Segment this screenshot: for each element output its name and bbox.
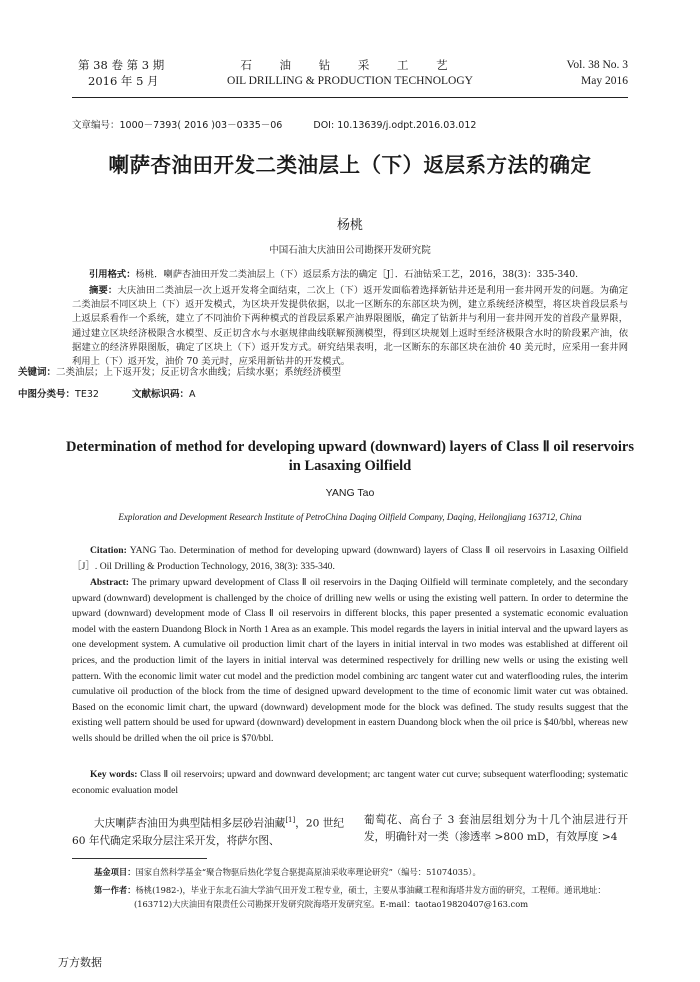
citation-cn-label: 引用格式： xyxy=(89,269,136,280)
affiliation-cn: 中国石油大庆油田公司勘探开发研究院 xyxy=(269,245,431,256)
page-title-cn: 喇萨杏油田开发二类油层上（下）返层系方法的确定 xyxy=(108,153,592,177)
fund-label: 基金项目： xyxy=(94,867,136,877)
body-column-right xyxy=(364,812,628,846)
clc-label: 中图分类号： xyxy=(18,389,76,400)
first-author-text-cont: (163712)大庆油田有限责任公司勘探开发研究院海塔开发研究室。E-mail：taotao19820407@163.com xyxy=(134,898,529,909)
header-center xyxy=(160,57,540,89)
keywords-cn-text: 二类油层；上下返开发；反正切含水曲线；后续水驱；系统经济模型 xyxy=(56,367,342,378)
article-meta xyxy=(72,117,476,131)
doi[interactable]: DOI: 10.13639/j.odpt.2016.03.012 xyxy=(313,120,477,131)
watermark: 万方数据 xyxy=(58,956,102,969)
body-left-text: 大庆喇萨杏油田为典型陆相多层砂岩油藏 xyxy=(94,817,286,830)
first-author-text: 杨桃(1982-)，毕业于东北石油大学油气田开发工程专业，硕士，主要从事油藏工程和海塔井发方面的研究，工程师。通讯地址： xyxy=(135,885,606,895)
footnote-rule xyxy=(72,858,207,859)
header-left xyxy=(78,57,164,89)
abstract-en-text: The primary upward development of Class Ⅱ oil reservoirs in the Daqing Oilfield will terminate completely, and the secondary upward (downward) development is challenged by the choice of drilling new wells or using the existing well pattern. In order to determine the upward (downward) development mode of Class Ⅱ oil reservoirs in different blocks, this paper presented a systematic economic evaluation model with the eastern Duandong Block in North 1 Area as an example. This model regards the layers in initial interval and the upward layers as one development system. A cumulative oil production limit chart of the layers in initial interval in two modes was established at different oil prices, and the production limit of the layers in initial interval was determined respectively for drilling new wells or using the existing well pattern. With the economic limit water cut model and the prediction model combining arc tangent water cut and waterflooding rules, the interim cumulative oil production of the block from the time of designed upward development to the time of economic limit water cut was obtained. Based on the economic limit chart, the upward (downward) development mode for the block was defined. The study results suggest that the existing well pattern should be used for upward (downward) development in eastern Duandong block when the oil price is $40/bbl, whereas new wells should be drilled when the oil price is $70/bbl. xyxy=(72,577,628,744)
keywords-en-label: Key words: xyxy=(90,769,138,780)
citation-en-text: YANG Tao. Determination of method for developing upward (downward) layers of Class Ⅱ oil reservoirs in Lasaxing Oilfield［J］. Oil Drilling & Production Technology, 2016, 38(3): 335-340. xyxy=(72,545,628,572)
volume-cn: 第 38 卷 第 3 期 xyxy=(78,58,165,72)
header-right xyxy=(567,57,628,89)
first-author-label: 第一作者： xyxy=(94,885,136,895)
keywords-en xyxy=(72,767,628,798)
keywords-cn xyxy=(0,364,341,378)
header-rule xyxy=(72,97,628,98)
journal-name-cn: 石 油 钻 采 工 艺 xyxy=(240,58,460,72)
abstract-cn-text: 大庆油田二类油层一次上返开发将全面结束，二次上（下）返开发面临着选择新钻井还是利用一套井网开发的问题。为确定二类油层不同区块上（下）返开发模式，为区块开发提供依据，以北一区断东的东部区块为例，建立系统经济模型，将区块首段层系与上返层系看作一个系统，建立了不同油价下两种模式的首段层系累产油界限图版，确定了钻新井与利用一套井网开发的首段产量界限，通过建立区块经济极限含水模型、反正切含水与水驱规律曲线联解预测模型，得到区块规划上返时至经济极限含水时的阶段累产油，依据建立的经济界限图版，确定了区块上（下）返开发方式。研究结果表明，北一区断东的东部区块在油价 40 美元时，应采用一套井网利用上（下）返开发，油价 70 美元时，应采用新钻井的开发模式。 xyxy=(72,285,628,368)
footnote-author xyxy=(72,884,628,911)
keywords-cn-label: 关键词： xyxy=(18,367,57,378)
reference-link[interactable]: [1] xyxy=(285,816,296,824)
abstract-cn-label: 摘要： xyxy=(89,285,118,296)
footnote-fund xyxy=(72,866,628,880)
clc-value: TE32 xyxy=(75,389,99,400)
doc-code-label: 文献标识码： xyxy=(131,389,189,400)
fund-text: 国家自然科学基金“聚合物驱后热化学复合驱提高原油采收率理论研究”（编号：51074035）。 xyxy=(135,867,481,877)
volume-en: Vol. 38 No. 3 xyxy=(566,59,628,71)
citation-en-label: Citation: xyxy=(90,545,127,556)
citation-cn xyxy=(72,268,628,282)
body-column-left xyxy=(72,812,344,850)
classification xyxy=(0,386,195,400)
abstract-cn xyxy=(72,284,628,369)
journal-name-en: OIL DRILLING & PRODUCTION TECHNOLOGY xyxy=(227,75,473,87)
body-left-text-cont: ，20 世纪 60 年代确定采取分层注采开发，将萨尔图、 xyxy=(72,817,344,847)
abstract-en xyxy=(72,575,628,747)
author-cn: 杨桃 xyxy=(336,218,363,233)
date-cn: 2016 年 5 月 xyxy=(88,74,159,88)
keywords-en-text: Class Ⅱ oil reservoirs; upward and downward development; arc tangent water cut curve; subsequent waterflooding; systematic economic evaluation model xyxy=(72,769,628,796)
citation-cn-text: 杨桃．喇萨杏油田开发二类油层上（下）返层系方法的确定［J］．石油钻采工艺，2016，38(3)：335-340. xyxy=(135,269,579,280)
article-number: 文章编号：1000－7393( 2016 )03－0335－06 xyxy=(72,120,283,131)
page-title-en: Determination of method for developing upward (downward) layers of Class Ⅱ oil reservoirs in Lasaxing Oilfield xyxy=(65,439,635,474)
author-en: YANG Tao xyxy=(325,487,375,499)
body-right-text: 葡萄花、高台子 3 套油层组划分为十几个油层进行开发，明确针对一类（渗透率 >800 mD，有效厚度 >4 xyxy=(364,814,628,843)
citation-en xyxy=(72,543,628,574)
date-en: May 2016 xyxy=(581,75,628,87)
doc-code-value: A xyxy=(188,389,196,400)
affiliation-en: Exploration and Development Research Institute of PetroChina Daqing Oilfield Company, Daqing, Heilongjiang 163712, China xyxy=(118,512,582,522)
abstract-en-label: Abstract: xyxy=(90,577,129,588)
